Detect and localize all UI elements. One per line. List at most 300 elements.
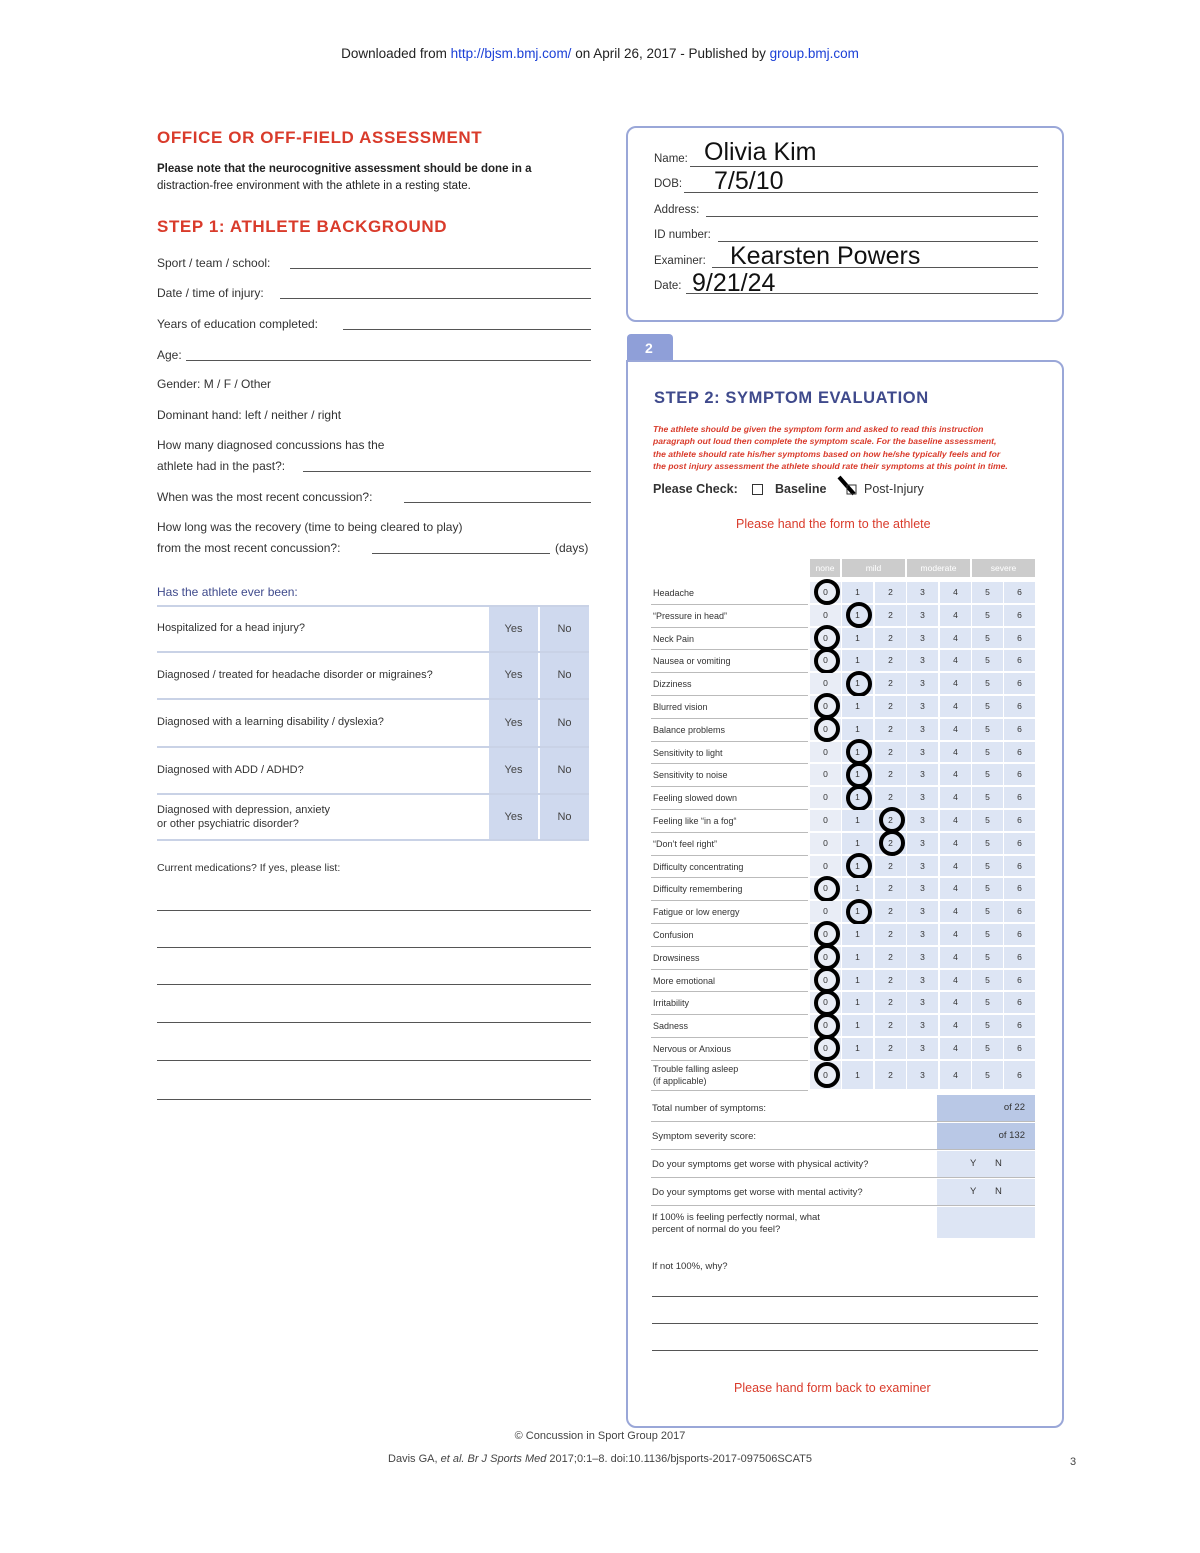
- symptom-score-6[interactable]: 6: [1004, 901, 1035, 922]
- symptom-score-1[interactable]: 1: [842, 833, 873, 854]
- symptom-score-6[interactable]: 6: [1004, 878, 1035, 899]
- date-injury-field[interactable]: [280, 298, 591, 299]
- mental-y[interactable]: Y: [970, 1186, 977, 1197]
- medications-line-3[interactable]: [157, 984, 591, 985]
- download-banner: [0, 46, 1200, 61]
- scale-head-none: none: [810, 559, 840, 577]
- symptom-score-2[interactable]: 2: [875, 673, 906, 694]
- symptom-score-2[interactable]: 2: [875, 719, 906, 740]
- symptom-score-4[interactable]: 4: [940, 970, 971, 991]
- symptom-score-0[interactable]: 0: [810, 901, 841, 922]
- symptom-score-0[interactable]: 0: [810, 696, 841, 717]
- percent-box[interactable]: [937, 1207, 1035, 1238]
- symptom-score-3[interactable]: 3: [907, 1015, 938, 1036]
- symptom-score-6[interactable]: 6: [1004, 992, 1035, 1013]
- symptom-score-2[interactable]: 2: [875, 787, 906, 808]
- symptom-row: [651, 833, 1035, 856]
- symptom-score-2[interactable]: 2: [875, 810, 906, 831]
- symptom-score-1[interactable]: 1: [842, 787, 873, 808]
- symptom-name: Dizziness: [653, 679, 692, 690]
- symptom-score-3[interactable]: 3: [907, 810, 938, 831]
- symptom-score-0[interactable]: 0: [810, 878, 841, 899]
- symptom-score-2[interactable]: 2: [875, 1038, 906, 1059]
- symptom-name: Blurred vision: [653, 702, 708, 712]
- symptom-score-3[interactable]: 3: [907, 924, 938, 945]
- symptom-row: [651, 582, 1035, 605]
- symptom-score-2[interactable]: 2: [875, 1061, 906, 1089]
- symptom-score-6[interactable]: 6: [1004, 719, 1035, 740]
- symptom-score-5[interactable]: 5: [972, 901, 1003, 922]
- symptom-score-2[interactable]: 2: [875, 901, 906, 922]
- selected-rating-circle: [814, 990, 840, 1016]
- symptom-score-0[interactable]: 0: [810, 1015, 841, 1036]
- symptom-score-1[interactable]: 1: [842, 764, 873, 785]
- symptom-score-4[interactable]: 4: [940, 742, 971, 763]
- symptom-score-0[interactable]: 0: [810, 810, 841, 831]
- history-no-option[interactable]: No: [540, 653, 589, 698]
- name-value[interactable]: Olivia Kim: [704, 138, 817, 166]
- date-label: Date:: [654, 280, 682, 292]
- symptom-row: [651, 856, 1035, 879]
- symptom-score-5[interactable]: 5: [972, 833, 1003, 854]
- bjsm-link[interactable]: http://bjsm.bmj.com/: [450, 46, 572, 61]
- symptom-score-5[interactable]: 5: [972, 742, 1003, 763]
- mental-n[interactable]: N: [995, 1186, 1002, 1197]
- symptom-score-6[interactable]: 6: [1004, 628, 1035, 649]
- symptom-row: [651, 628, 1035, 651]
- symptom-name: Nausea or vomiting: [653, 656, 731, 667]
- baseline-label: Baseline: [775, 482, 827, 496]
- instructions: [653, 423, 1008, 472]
- symptom-score-1[interactable]: 1: [842, 924, 873, 945]
- symptom-name: Difficulty concentrating: [653, 861, 744, 872]
- group-link[interactable]: group.bmj.com: [769, 46, 859, 61]
- physical-n[interactable]: N: [995, 1158, 1002, 1169]
- symptom-score-1[interactable]: 1: [842, 719, 873, 740]
- dob-label: DOB:: [654, 178, 683, 190]
- symptom-name: Headache: [653, 588, 695, 598]
- symptom-name: Nervous or Anxious: [653, 1044, 732, 1054]
- symptom-score-0[interactable]: 0: [810, 764, 841, 785]
- banner-text-mid: on April 26, 2017 - Published by: [571, 46, 770, 61]
- date-line: [686, 293, 1038, 294]
- symptom-score-3[interactable]: 3: [907, 901, 938, 922]
- symptom-score-4[interactable]: 4: [940, 582, 971, 603]
- selected-rating-circle: [814, 876, 840, 902]
- symptom-score-1[interactable]: 1: [842, 628, 873, 649]
- symptom-name: Neck Pain: [653, 633, 695, 644]
- post-injury-label: Post-Injury: [864, 482, 924, 496]
- symptom-score-6[interactable]: 6: [1004, 856, 1035, 877]
- symptom-score-5[interactable]: 5: [972, 1015, 1003, 1036]
- symptom-row: [651, 1038, 1035, 1061]
- baseline-checkbox[interactable]: [752, 484, 763, 495]
- history-no-option[interactable]: No: [540, 748, 589, 793]
- medications-line-1[interactable]: [157, 910, 591, 911]
- mental-row: [651, 1179, 1035, 1206]
- symptom-score-5[interactable]: 5: [972, 878, 1003, 899]
- medications-line-5[interactable]: [157, 1060, 591, 1061]
- symptom-score-3[interactable]: 3: [907, 856, 938, 877]
- step2-title: STEP 2: SYMPTOM EVALUATION: [654, 389, 929, 407]
- symptom-score-3[interactable]: 3: [907, 787, 938, 808]
- symptom-score-6[interactable]: 6: [1004, 1038, 1035, 1059]
- symptom-score-1[interactable]: 1: [842, 1015, 873, 1036]
- symptom-score-0[interactable]: 0: [810, 992, 841, 1013]
- symptom-score-0[interactable]: 0: [810, 650, 841, 671]
- symptom-score-4[interactable]: 4: [940, 673, 971, 694]
- history-row: [157, 700, 589, 748]
- symptom-score-1[interactable]: 1: [842, 673, 873, 694]
- selected-rating-circle: [846, 853, 872, 879]
- hand-form-text: Please hand the form to the athlete: [736, 517, 931, 531]
- medications-line-4[interactable]: [157, 1022, 591, 1023]
- symptom-row: [651, 810, 1035, 833]
- symptom-score-3[interactable]: 3: [907, 650, 938, 671]
- symptom-score-0[interactable]: 0: [810, 924, 841, 945]
- symptom-score-0[interactable]: 0: [810, 856, 841, 877]
- symptom-name: Fatigue or low energy: [653, 907, 740, 918]
- symptom-row: [651, 719, 1035, 742]
- symptom-score-6[interactable]: 6: [1004, 696, 1035, 717]
- sport-field[interactable]: [290, 268, 591, 269]
- examiner-value[interactable]: Kearsten Powers: [730, 242, 921, 270]
- symptom-score-5[interactable]: 5: [972, 764, 1003, 785]
- total-symptoms-row: [651, 1095, 1035, 1122]
- selected-rating-circle: [846, 899, 872, 925]
- history-question: Diagnosed with a learning disability / dyslexia?: [157, 716, 384, 728]
- symptom-score-5[interactable]: 5: [972, 1061, 1003, 1089]
- symptom-name: Balance problems: [653, 724, 726, 735]
- symptom-score-1[interactable]: 1: [842, 650, 873, 671]
- age-label: Age:: [157, 348, 182, 362]
- recovery-field[interactable]: [372, 553, 550, 554]
- symptom-score-3[interactable]: 3: [907, 1038, 938, 1059]
- page-number: 3: [1070, 1456, 1077, 1468]
- selected-rating-circle: [846, 671, 872, 697]
- symptom-score-0[interactable]: 0: [810, 833, 841, 854]
- symptom-score-3[interactable]: 3: [907, 947, 938, 968]
- symptom-score-2[interactable]: 2: [875, 1015, 906, 1036]
- symptom-score-0[interactable]: 0: [810, 605, 841, 626]
- history-no-option[interactable]: No: [540, 607, 589, 651]
- symptom-score-1[interactable]: 1: [842, 742, 873, 763]
- symptom-name: Irritability: [653, 998, 690, 1009]
- symptom-name: “Don’t feel right”: [653, 838, 718, 849]
- medications-line-2[interactable]: [157, 947, 591, 948]
- address-line[interactable]: [706, 216, 1038, 217]
- symptom-score-2[interactable]: 2: [875, 696, 906, 717]
- symptom-score-5[interactable]: 5: [972, 673, 1003, 694]
- symptom-row: [651, 992, 1035, 1015]
- symptom-score-3[interactable]: 3: [907, 719, 938, 740]
- symptom-score-2[interactable]: 2: [875, 992, 906, 1013]
- history-no-option[interactable]: No: [540, 700, 589, 746]
- symptom-score-6[interactable]: 6: [1004, 970, 1035, 991]
- symptom-score-4[interactable]: 4: [940, 628, 971, 649]
- symptom-name: Drowsiness: [653, 952, 700, 963]
- symptom-row: [651, 878, 1035, 901]
- scale-head-mild: mild: [842, 559, 905, 577]
- instr-line-2: paragraph out loud then complete the symptom scale. For the baseline assessment,: [653, 436, 997, 447]
- dob-value[interactable]: 7/5/10: [714, 167, 784, 195]
- total-symptoms-label: Total number of symptoms:: [652, 1103, 767, 1114]
- symptom-score-0[interactable]: 0: [810, 787, 841, 808]
- symptom-score-2[interactable]: 2: [875, 856, 906, 877]
- history-no-option[interactable]: No: [540, 795, 589, 839]
- step1-title: STEP 1: ATHLETE BACKGROUND: [157, 217, 448, 236]
- symptom-name-line-1: Trouble falling asleep: [653, 1063, 739, 1074]
- symptom-score-5[interactable]: 5: [972, 947, 1003, 968]
- severity-label: Symptom severity score:: [652, 1131, 756, 1142]
- symptom-score-2[interactable]: 2: [875, 970, 906, 991]
- dominant-hand-label: Dominant hand: left / neither / right: [157, 408, 342, 422]
- symptom-name: Sadness: [653, 1021, 689, 1032]
- symptom-name: [653, 1063, 738, 1087]
- selected-rating-circle: [814, 1062, 840, 1088]
- symptom-score-5[interactable]: 5: [972, 970, 1003, 991]
- symptom-score-0[interactable]: 0: [810, 673, 841, 694]
- office-note-1: Please note that the neurocognitive assessment should be done in a: [157, 163, 532, 175]
- symptom-score-1[interactable]: 1: [842, 1061, 873, 1089]
- symptom-score-6[interactable]: 6: [1004, 1061, 1035, 1089]
- symptom-score-4[interactable]: 4: [940, 1038, 971, 1059]
- history-question: Diagnosed with ADD / ADHD?: [157, 763, 304, 776]
- age-field[interactable]: [186, 360, 591, 361]
- symptom-score-3[interactable]: 3: [907, 1061, 938, 1089]
- symptom-row: [651, 1015, 1035, 1038]
- symptom-score-5[interactable]: 5: [972, 810, 1003, 831]
- symptom-score-6[interactable]: 6: [1004, 582, 1035, 603]
- percent-label-2: percent of normal do you feel?: [652, 1224, 781, 1235]
- symptom-score-5[interactable]: 5: [972, 924, 1003, 945]
- post-injury-checkmark[interactable]: [836, 474, 860, 498]
- physical-label: Do your symptoms get worse with physical activity?: [652, 1159, 869, 1170]
- cite-authors: Davis GA,: [388, 1453, 441, 1465]
- has-been-label: Has the athlete ever been:: [157, 585, 298, 599]
- total-symptoms-box[interactable]: of 22: [937, 1095, 1035, 1121]
- symptom-score-4[interactable]: 4: [940, 810, 971, 831]
- symptom-score-6[interactable]: 6: [1004, 650, 1035, 671]
- symptom-row: [651, 947, 1035, 970]
- symptom-score-1[interactable]: 1: [842, 878, 873, 899]
- symptom-score-4[interactable]: 4: [940, 1061, 971, 1089]
- symptom-score-0[interactable]: 0: [810, 582, 841, 603]
- symptom-score-0[interactable]: 0: [810, 719, 841, 740]
- symptom-score-4[interactable]: 4: [940, 605, 971, 626]
- why-line-3[interactable]: [652, 1350, 1038, 1351]
- please-check-label: Please Check:: [653, 482, 738, 496]
- recent-concussion-label: When was the most recent concussion?:: [157, 490, 373, 504]
- symptom-score-6[interactable]: 6: [1004, 673, 1035, 694]
- symptom-score-3[interactable]: 3: [907, 764, 938, 785]
- symptom-score-5[interactable]: 5: [972, 787, 1003, 808]
- symptom-score-3[interactable]: 3: [907, 673, 938, 694]
- citation: [0, 1453, 1200, 1465]
- symptom-row: [651, 764, 1035, 787]
- physical-yn-box: [937, 1151, 1035, 1177]
- history-row: [157, 748, 589, 795]
- recent-concussion-field[interactable]: [404, 502, 591, 503]
- symptom-score-1[interactable]: 1: [842, 992, 873, 1013]
- symptom-score-2[interactable]: 2: [875, 924, 906, 945]
- symptom-score-6[interactable]: 6: [1004, 947, 1035, 968]
- severity-row: [651, 1123, 1035, 1150]
- symptom-score-1[interactable]: 1: [842, 1038, 873, 1059]
- symptom-score-4[interactable]: 4: [940, 696, 971, 717]
- symptom-score-2[interactable]: 2: [875, 833, 906, 854]
- symptom-name: Sensitivity to noise: [653, 770, 728, 781]
- symptom-score-4[interactable]: 4: [940, 901, 971, 922]
- recovery-label-2: from the most recent concussion?:: [157, 541, 341, 555]
- symptom-score-3[interactable]: 3: [907, 628, 938, 649]
- symptom-score-4[interactable]: 4: [940, 856, 971, 877]
- symptom-score-0[interactable]: 0: [810, 628, 841, 649]
- symptom-score-0[interactable]: 0: [810, 742, 841, 763]
- sport-label: Sport / team / school:: [157, 256, 271, 270]
- symptom-score-4[interactable]: 4: [940, 1015, 971, 1036]
- history-yes-option[interactable]: Yes: [489, 795, 538, 839]
- symptom-score-1[interactable]: 1: [842, 582, 873, 603]
- hand-back-text: Please hand form back to examiner: [734, 1381, 931, 1395]
- date-value[interactable]: 9/21/24: [692, 269, 776, 297]
- symptom-score-1[interactable]: 1: [842, 970, 873, 991]
- symptom-score-6[interactable]: 6: [1004, 810, 1035, 831]
- symptom-score-2[interactable]: 2: [875, 947, 906, 968]
- symptom-name-line-2: (if applicable): [653, 1075, 707, 1086]
- symptom-score-1[interactable]: 1: [842, 810, 873, 831]
- symptom-score-5[interactable]: 5: [972, 582, 1003, 603]
- why-line-1[interactable]: [652, 1296, 1038, 1297]
- gender-label: Gender: M / F / Other: [157, 377, 272, 391]
- scale-head-severe: severe: [972, 559, 1035, 577]
- concussions-field[interactable]: [303, 471, 591, 472]
- symptom-score-3[interactable]: 3: [907, 992, 938, 1013]
- symptom-score-2[interactable]: 2: [875, 742, 906, 763]
- symptom-score-3[interactable]: 3: [907, 605, 938, 626]
- symptom-score-6[interactable]: 6: [1004, 833, 1035, 854]
- symptom-score-3[interactable]: 3: [907, 696, 938, 717]
- symptom-score-3[interactable]: 3: [907, 970, 938, 991]
- symptom-row-divider: [651, 1090, 808, 1091]
- years-edu-field[interactable]: [343, 329, 591, 330]
- history-yes-option[interactable]: Yes: [489, 700, 538, 746]
- symptom-name: “Pressure in head”: [653, 610, 728, 621]
- symptom-score-0[interactable]: 0: [810, 1038, 841, 1059]
- symptom-score-5[interactable]: 5: [972, 719, 1003, 740]
- symptom-score-2[interactable]: 2: [875, 878, 906, 899]
- symptom-score-2[interactable]: 2: [875, 650, 906, 671]
- symptom-score-1[interactable]: 1: [842, 696, 873, 717]
- symptom-score-5[interactable]: 5: [972, 856, 1003, 877]
- symptom-score-4[interactable]: 4: [940, 650, 971, 671]
- office-note-2: distraction-free environment with the athlete in a resting state.: [157, 180, 471, 192]
- symptom-row: [651, 673, 1035, 696]
- symptom-score-1[interactable]: 1: [842, 605, 873, 626]
- symptom-score-4[interactable]: 4: [940, 787, 971, 808]
- symptom-score-3[interactable]: 3: [907, 878, 938, 899]
- symptom-score-5[interactable]: 5: [972, 650, 1003, 671]
- symptom-score-2[interactable]: 2: [875, 605, 906, 626]
- years-edu-label: Years of education completed:: [157, 317, 318, 331]
- symptom-score-4[interactable]: 4: [940, 947, 971, 968]
- history-row: [157, 607, 589, 653]
- symptom-score-1[interactable]: 1: [842, 947, 873, 968]
- symptom-score-1[interactable]: 1: [842, 856, 873, 877]
- symptom-name: Feeling like “in a fog“: [653, 816, 737, 826]
- symptom-row: [651, 1061, 1035, 1091]
- symptom-row: [651, 650, 1035, 673]
- symptom-score-5[interactable]: 5: [972, 605, 1003, 626]
- symptom-score-4[interactable]: 4: [940, 764, 971, 785]
- percent-label: [652, 1212, 820, 1236]
- history-question: [157, 803, 330, 831]
- symptom-score-0[interactable]: 0: [810, 1061, 841, 1089]
- symptom-score-0[interactable]: 0: [810, 947, 841, 968]
- symptom-score-4[interactable]: 4: [940, 992, 971, 1013]
- symptom-row: [651, 787, 1035, 810]
- copyright: © Concussion in Sport Group 2017: [514, 1430, 686, 1442]
- mental-yn-box: [937, 1179, 1035, 1205]
- symptom-score-5[interactable]: 5: [972, 696, 1003, 717]
- selected-rating-circle: [846, 785, 872, 811]
- symptom-score-3[interactable]: 3: [907, 833, 938, 854]
- symptom-score-6[interactable]: 6: [1004, 764, 1035, 785]
- symptom-score-6[interactable]: 6: [1004, 787, 1035, 808]
- history-yes-option[interactable]: Yes: [489, 607, 538, 651]
- symptom-score-4[interactable]: 4: [940, 924, 971, 945]
- symptom-score-3[interactable]: 3: [907, 742, 938, 763]
- symptom-row: [651, 696, 1035, 719]
- why-line-2[interactable]: [652, 1323, 1038, 1324]
- recovery-label-1: How long was the recovery (time to being cleared to play): [157, 520, 463, 534]
- symptom-score-2[interactable]: 2: [875, 628, 906, 649]
- symptom-score-6[interactable]: 6: [1004, 742, 1035, 763]
- physical-row: [651, 1151, 1035, 1178]
- symptom-row: [651, 970, 1035, 993]
- symptom-score-2[interactable]: 2: [875, 582, 906, 603]
- id-number-label: ID number:: [654, 229, 711, 241]
- symptom-score-6[interactable]: 6: [1004, 605, 1035, 626]
- selected-rating-circle: [814, 648, 840, 674]
- medications-label: Current medications? If yes, please list:: [157, 862, 341, 874]
- history-yes-option[interactable]: Yes: [489, 748, 538, 793]
- symptom-score-5[interactable]: 5: [972, 1038, 1003, 1059]
- date-injury-label: Date / time of injury:: [157, 286, 264, 300]
- history-yes-option[interactable]: Yes: [489, 653, 538, 698]
- symptom-score-6[interactable]: 6: [1004, 1015, 1035, 1036]
- symptom-score-4[interactable]: 4: [940, 833, 971, 854]
- symptom-score-0[interactable]: 0: [810, 970, 841, 991]
- medications-line-6[interactable]: [157, 1099, 591, 1100]
- symptom-row: [651, 742, 1035, 765]
- symptom-row: [651, 901, 1035, 924]
- symptom-score-2[interactable]: 2: [875, 764, 906, 785]
- history-question: Hospitalized for a head injury?: [157, 622, 305, 634]
- symptom-score-5[interactable]: 5: [972, 628, 1003, 649]
- symptom-score-4[interactable]: 4: [940, 719, 971, 740]
- symptom-score-6[interactable]: 6: [1004, 924, 1035, 945]
- physical-y[interactable]: Y: [970, 1158, 977, 1169]
- scale-head-moderate: moderate: [907, 559, 970, 577]
- name-label: Name:: [654, 153, 688, 165]
- symptom-score-1[interactable]: 1: [842, 901, 873, 922]
- symptom-score-3[interactable]: 3: [907, 582, 938, 603]
- symptom-name: Feeling slowed down: [653, 793, 738, 804]
- symptom-score-4[interactable]: 4: [940, 878, 971, 899]
- symptom-score-5[interactable]: 5: [972, 992, 1003, 1013]
- severity-box[interactable]: of 132: [937, 1123, 1035, 1149]
